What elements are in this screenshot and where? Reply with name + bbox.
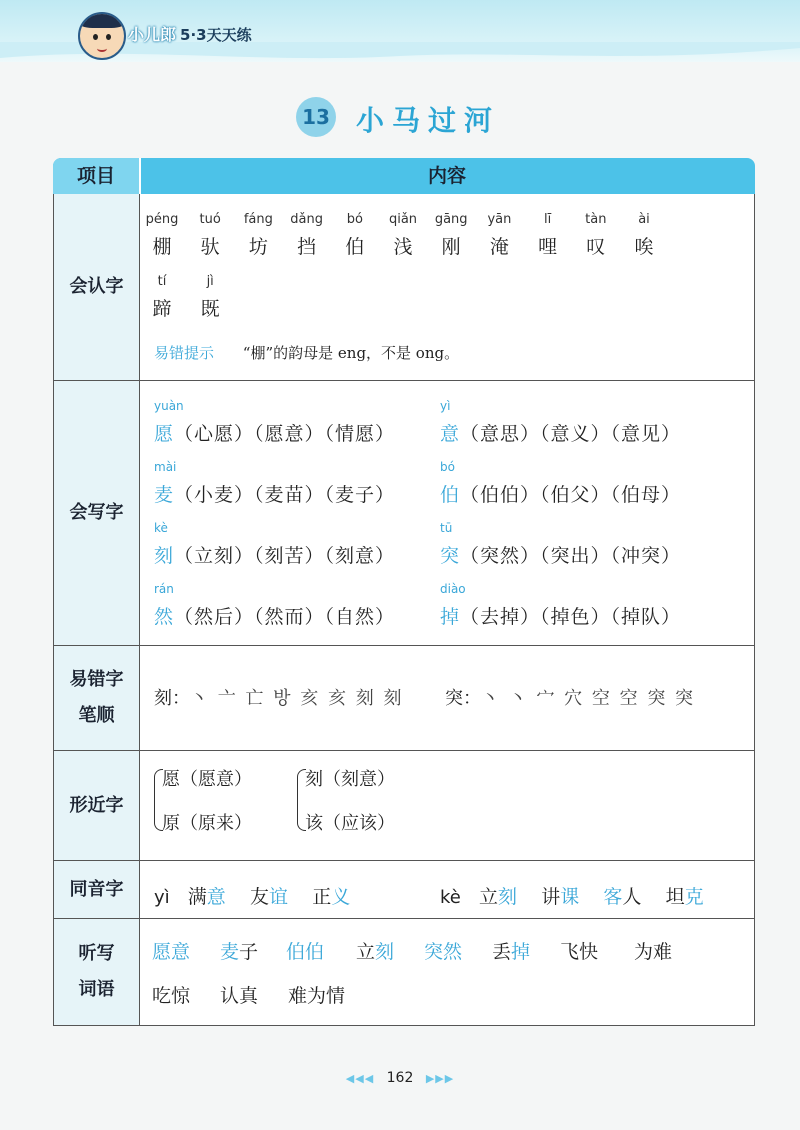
pinyin: yuàn xyxy=(154,399,184,413)
write-char: 麦 xyxy=(154,484,175,506)
pinyin: bó xyxy=(346,212,363,227)
hanzi: 叹 xyxy=(586,236,606,258)
header-item: 项目 xyxy=(53,158,139,194)
pinyin: dǎng xyxy=(290,212,323,227)
write-char: 意 xyxy=(440,423,461,445)
write-char: 掉 xyxy=(440,606,461,628)
write-char-line xyxy=(154,521,396,568)
lesson-number-badge: 13 xyxy=(296,97,336,137)
pinyin: ài xyxy=(638,212,650,227)
recognize-char xyxy=(526,212,570,259)
write-words: （突然）（突出）（冲突） xyxy=(460,545,682,567)
row-write xyxy=(53,381,755,646)
row-label: 易错字 笔顺 xyxy=(54,646,140,750)
write-words: （心愿）（愿意）（情愿） xyxy=(174,423,396,445)
similar-word: 该（应该） xyxy=(305,813,395,834)
pinyin: tí xyxy=(157,274,167,289)
write-char-line xyxy=(154,399,396,446)
write-words: （伯伯）（伯父）（伯母） xyxy=(460,484,682,506)
homophone-group-yi: yì 满意 友谊 正义 xyxy=(154,886,351,908)
pinyin: lī xyxy=(543,212,552,227)
pinyin: péng xyxy=(145,212,179,227)
recognize-char xyxy=(333,212,377,259)
hanzi: 唉 xyxy=(634,236,654,258)
recognize-char xyxy=(574,212,618,259)
hanzi: 伯 xyxy=(345,236,365,258)
dictation-word: 认真 xyxy=(220,985,259,1007)
write-words: （小麦）（麦苗）（麦子） xyxy=(174,484,396,506)
study-table xyxy=(53,158,755,1026)
write-char-line xyxy=(440,399,682,446)
stroke-order-b: 突：丶 丶 宀 穴 空 空 突 突 xyxy=(445,688,696,709)
lesson-title: 小马过河 xyxy=(356,104,501,137)
similar-word: 刻（刻意） xyxy=(305,769,395,790)
dictation-word: 飞快 xyxy=(560,941,599,963)
row-label: 听写 词语 xyxy=(54,919,140,1025)
similar-word: 愿（愿意） xyxy=(162,769,252,790)
recognize-char xyxy=(622,212,666,259)
dictation-word: 吃惊 xyxy=(152,985,191,1007)
recognize-char xyxy=(140,274,184,321)
recognize-char xyxy=(188,274,232,321)
row-homophone xyxy=(53,861,755,919)
strokes-content xyxy=(140,646,754,750)
pinyin: tàn xyxy=(585,212,607,227)
row-recognize xyxy=(53,194,755,381)
write-char: 伯 xyxy=(440,484,461,506)
pinyin: bó xyxy=(440,460,455,474)
recognize-char xyxy=(429,212,473,259)
write-char-line xyxy=(440,521,682,568)
pinyin: diào xyxy=(440,582,466,596)
pinyin: mài xyxy=(154,460,177,474)
write-words: （去掉）（掉色）（掉队） xyxy=(460,606,682,628)
mascot-logo-icon xyxy=(78,12,126,60)
dictation-word: 立刻 xyxy=(356,941,395,963)
page-number: 162 xyxy=(386,1070,414,1086)
lesson-title-row xyxy=(0,95,800,141)
dictation-word: 丢掉 xyxy=(492,941,531,963)
dictation-word: 伯伯 xyxy=(286,941,325,963)
header-content: 内容 xyxy=(427,165,466,187)
dictation-word: 突然 xyxy=(424,941,463,963)
row-similar xyxy=(53,751,755,861)
hanzi: 刚 xyxy=(441,236,461,258)
recognize-char xyxy=(381,212,425,259)
write-char-line xyxy=(440,582,682,629)
recognize-char xyxy=(188,212,232,259)
pinyin: yān xyxy=(487,212,512,227)
hanzi: 坊 xyxy=(248,236,268,258)
hanzi: 既 xyxy=(200,298,220,320)
write-char-line xyxy=(440,460,682,507)
recognize-char xyxy=(236,212,280,259)
tip-text: “棚”的韵母是 eng，不是 ong。 xyxy=(242,344,460,362)
homophone-group-ke: kè 立刻 讲课 客人 坦克 xyxy=(440,886,704,908)
hanzi: 蹄 xyxy=(152,298,172,320)
row-strokes xyxy=(53,646,755,751)
write-char: 愿 xyxy=(154,423,175,445)
write-words: （意思）（意义）（意见） xyxy=(460,423,682,445)
arrow-right-icon: ▶▶▶ xyxy=(425,1072,455,1085)
row-label: 会写字 xyxy=(54,381,140,645)
table-header xyxy=(53,158,755,194)
pinyin: kè xyxy=(154,521,168,535)
row-dictation xyxy=(53,919,755,1026)
arrow-left-icon: ◀◀◀ xyxy=(345,1072,375,1085)
hanzi: 驮 xyxy=(200,236,220,258)
row-label: 形近字 xyxy=(54,751,140,860)
pinyin: qiǎn xyxy=(388,212,418,227)
write-words: （然后）（然而）（自然） xyxy=(174,606,396,628)
pinyin: tū xyxy=(440,521,453,535)
dictation-word: 愿意 xyxy=(152,941,191,963)
tip-label: 易错提示 xyxy=(154,344,215,362)
pinyin: rán xyxy=(154,582,174,596)
recognize-char xyxy=(285,212,329,259)
write-content xyxy=(140,381,754,645)
recognize-content xyxy=(140,194,754,380)
pinyin: tuó xyxy=(199,212,221,227)
pinyin: jì xyxy=(206,274,214,289)
write-char: 突 xyxy=(440,545,461,567)
row-label: 同音字 xyxy=(54,861,140,918)
dictation-word: 麦子 xyxy=(220,941,259,963)
pinyin: yì xyxy=(440,399,451,413)
hanzi: 挡 xyxy=(297,236,317,258)
dictation-word: 为难 xyxy=(634,941,673,963)
write-char-line xyxy=(154,582,396,629)
recognize-char xyxy=(140,212,184,259)
write-char-line xyxy=(154,460,396,507)
row-label: 会认字 xyxy=(54,194,140,380)
pinyin: fáng xyxy=(243,212,273,227)
similar-content xyxy=(140,751,754,860)
pinyin: gāng xyxy=(434,212,468,227)
write-char: 刻 xyxy=(154,545,175,567)
hanzi: 棚 xyxy=(152,236,172,258)
hanzi: 浅 xyxy=(393,236,413,258)
brand-name: 小儿郎 5·3天天练 xyxy=(128,25,252,44)
similar-word: 原（原来） xyxy=(162,813,252,834)
homophone-content xyxy=(140,861,754,918)
dictation-content xyxy=(140,919,754,1025)
write-words: （立刻）（刻苦）（刻意） xyxy=(174,545,396,567)
dictation-word: 难为情 xyxy=(288,985,346,1007)
hanzi: 哩 xyxy=(538,236,558,258)
recognize-char xyxy=(477,212,521,259)
page-footer xyxy=(0,1070,800,1086)
write-char: 然 xyxy=(154,606,175,628)
error-tip xyxy=(154,342,459,363)
stroke-order-a: 刻：丶 亠 亡 방 亥 亥 刻 刻 xyxy=(154,688,404,709)
hanzi: 淹 xyxy=(489,236,509,258)
